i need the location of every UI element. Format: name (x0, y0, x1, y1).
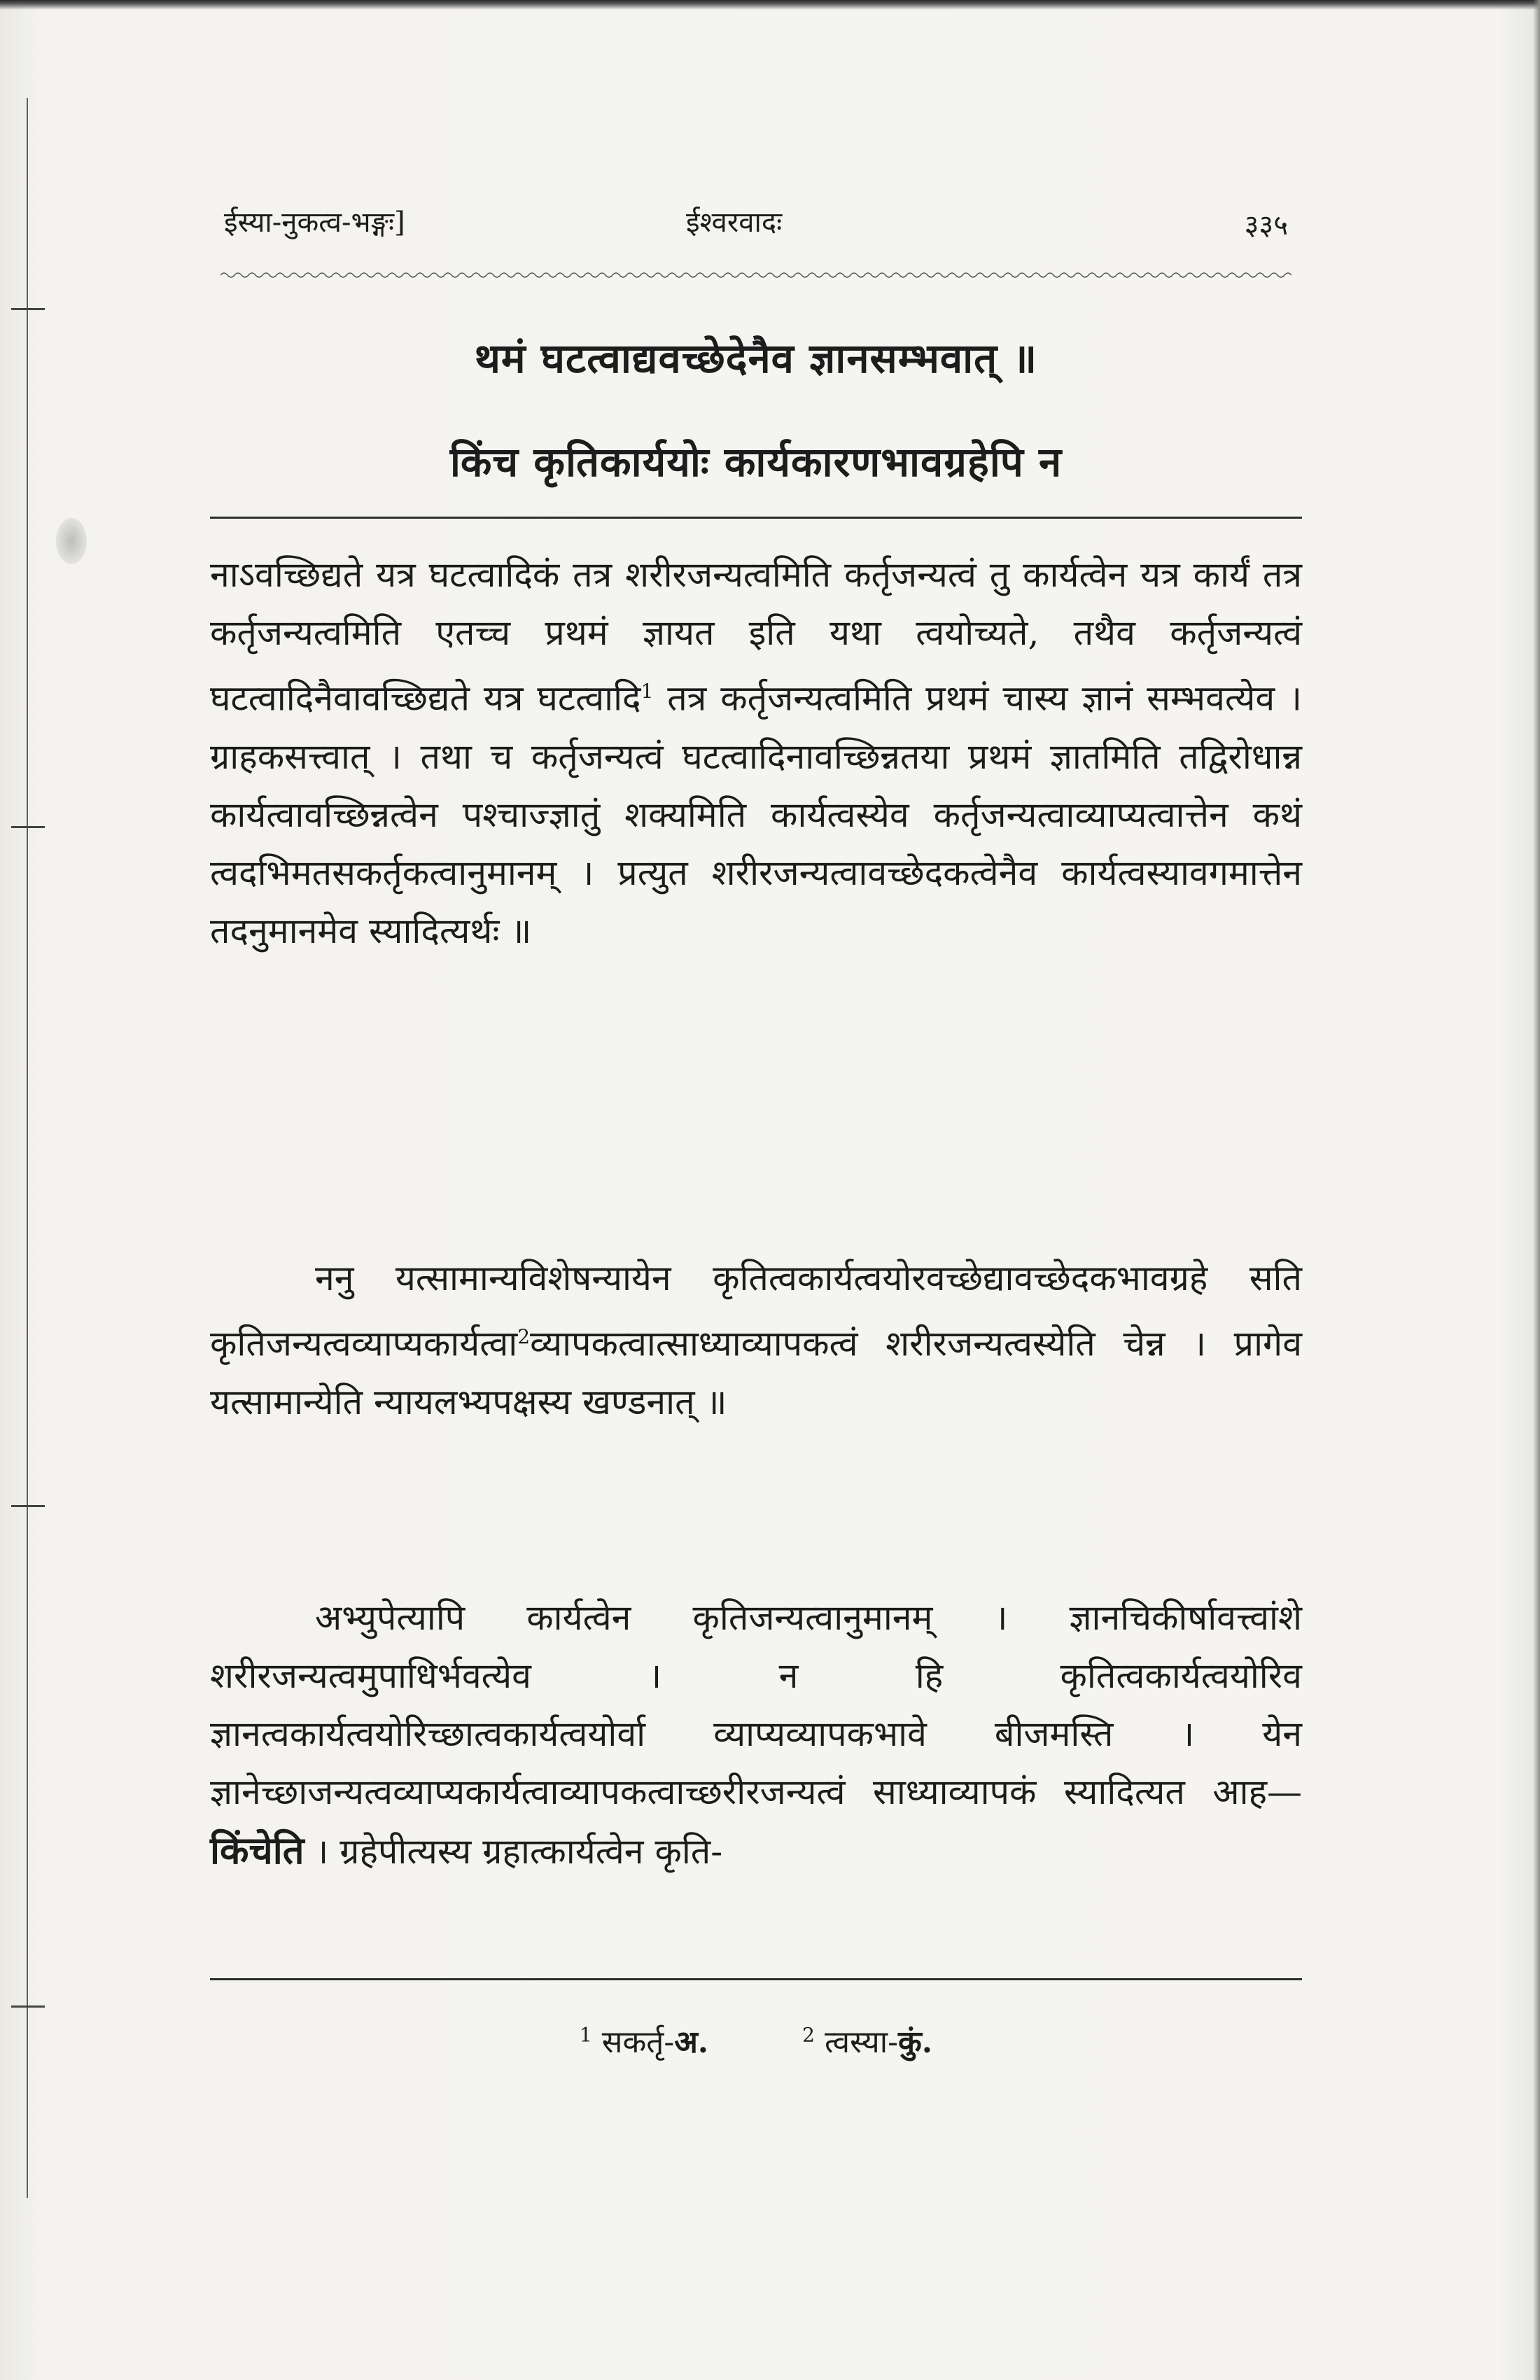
paragraph-text: व्यापकत्वात्साध्याव्यापकत्वं शरीरजन्यत्वस्येति चेन्न । प्रागेव यत्सामान्येति न्यायलभ्यपक्षस्य खण्डनात् ॥ (210, 1323, 1302, 1422)
page-number: ३३५ (1244, 209, 1288, 241)
binding-mark (11, 308, 45, 310)
paragraph-text: अभ्युपेत्यापि कार्यत्वेन कृतिजन्यत्वानुमानम् । ज्ञानचिकीर्षावत्त्वांशे शरीरजन्यत्वमुपाधिर्भवत्येव । न हि कृतित्वकार्यत्वयोरिव ज्ञानत्वकार्यत्वयोरिच्छात्वकार्यत्वयोर्वा व्याप्यव्यापकभावे बीजमस्ति । येन ज्ञानेच्छाजन्यत्वव्याप्यकार्यत्वाव्यापकत्वाच्छरीरजन्यत्वं साध्याव्यापकं स्यादित्यत आह— (210, 1597, 1302, 1812)
footnote-text: त्वस्या- (824, 2024, 898, 2060)
header-center: ईश्वरवादः (686, 206, 783, 239)
binding-mark (11, 1505, 45, 1507)
header-wavy-rule (220, 270, 1292, 281)
running-header (224, 196, 1288, 252)
footnote-source: कुं. (897, 2024, 933, 2060)
footnote-divider (210, 1978, 1302, 1980)
binding-mark (11, 826, 45, 828)
commentary-paragraph-3 (210, 1589, 1302, 1881)
verse-divider (210, 517, 1302, 519)
footnote-marker: 2 (517, 1325, 531, 1348)
paragraph-text: तत्र कर्तृजन्यत्वमिति प्रथमं चास्य ज्ञानं सम्भवत्येव । ग्राहकसत्त्वात् । तथा च कर्तृजन्यत्वं घटत्वादिनावच्छिन्नतया प्रथमं ज्ञातमिति तद्विरोधान्न कार्यत्वावच्छिन्नत्वेन पश्चाज्ज्ञातुं शक्यमिति कार्यत्वस्येव कर्तृजन्यत्वाव्याप्यत्वात्तेन कथं त्वदभिमतसकर्तृकत्वानुमानम् । प्रत्युत शरीरजन्यत्वावच्छेदकत्वेनैव कार्यत्वस्यावगमात्तेन तदनुमानमेव स्यादित्यर्थः ॥ (210, 678, 1302, 951)
commentary-paragraph-2 (210, 1250, 1302, 1432)
pratika-keyword: किंचेति (210, 1828, 304, 1872)
binding-mark (11, 2005, 45, 2008)
scan-right-edge (1533, 0, 1540, 2380)
commentary-paragraph-1 (210, 546, 1302, 960)
scan-top-edge (0, 0, 1540, 10)
footnote-text: सकर्तृ- (601, 2024, 675, 2060)
paragraph-text: नाऽवच्छिद्यते यत्र घटत्वादिकं तत्र शरीरजन्यत्वमिति कर्तृजन्यत्वं तु कार्यत्वेन यत्र कार्यं तत्र कर्तृजन्यत्वमिति एतच्च प्रथमं ज्ञायत इति यथा त्वयोच्यते, तथैव कर्तृजन्यत्वं घटत्वादिनैवावच्छिद्यते यत्र घटत्वादि (210, 554, 1302, 719)
binding-spine (27, 98, 28, 2198)
footnotes (210, 2019, 1302, 2062)
paragraph-text: । ग्रहेपीत्यस्य ग्रहात्कार्यत्वेन कृति- (304, 1831, 723, 1872)
verse-line-1: थमं घटत्वाद्यवच्छेदेनैव ज्ञानसम्भवात् ॥ (474, 335, 1038, 382)
footnote-number: 2 (802, 2023, 815, 2047)
ink-smudge (56, 518, 87, 564)
footnote (802, 2024, 932, 2060)
footnote-source: अ. (674, 2024, 709, 2060)
footnote-marker: 1 (640, 680, 654, 703)
verse-line-2: किंच कृतिकार्ययोः कार्यकारणभावग्रहेपि न (449, 438, 1063, 486)
header-left: ईस्या-नुकत्व-भङ्गः] (224, 206, 405, 239)
paragraph-text: ननु यत्सामान्यविशेषन्यायेन कृतित्वकार्यत्वयोरवच्छेद्यावच्छेदकभावग्रहे सति कृतिजन्यत्वव्याप्यकार्यत्वा (210, 1258, 1302, 1364)
footnote (580, 2024, 708, 2060)
footnote-number: 1 (579, 2023, 592, 2047)
